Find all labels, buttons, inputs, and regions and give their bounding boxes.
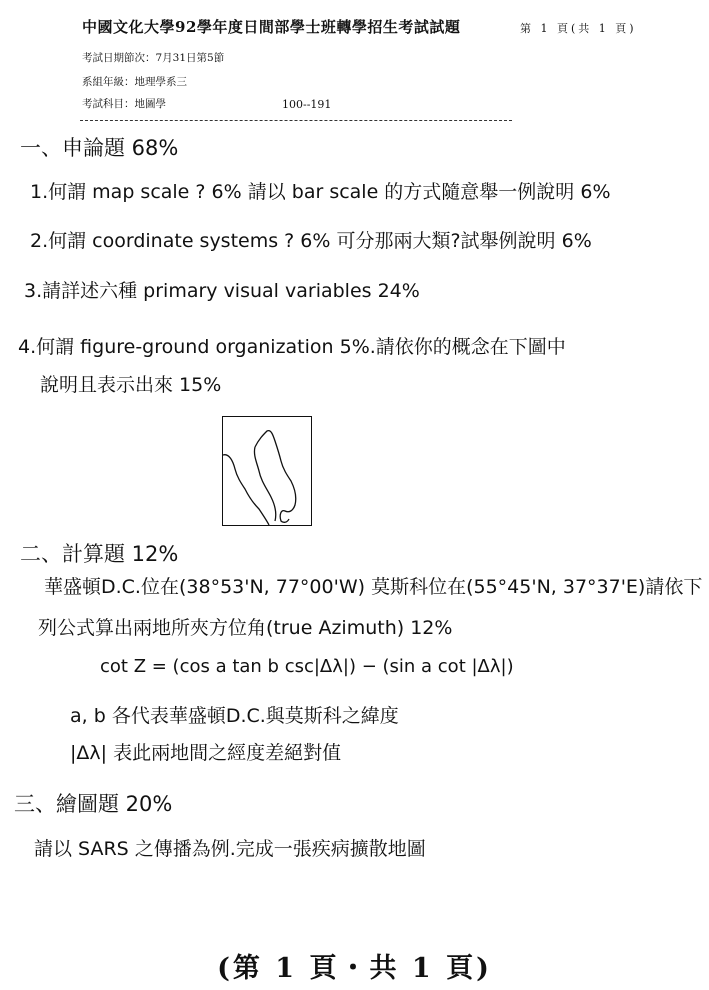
coastline-inner	[254, 447, 275, 521]
calc-line-1: 華盛頓D.C.位在(38°53'N, 77°00'W) 莫斯科位在(55°45'N, 37°37'E)請依下	[44, 576, 703, 598]
calc-line-4: |Δλ| 表此兩地間之經度差絕對值	[70, 742, 342, 764]
question-1: 1.何謂 map scale ? 6% 請以 bar scale 的方式隨意舉一例說明 6%	[30, 181, 611, 203]
figure-ground-sketch	[222, 416, 312, 526]
coastline-sketch	[223, 417, 311, 525]
drawing-question: 請以 SARS 之傳播為例.完成一張疾病擴散地圖	[34, 838, 426, 860]
calc-line-2: 列公式算出兩地所夾方位角(true Azimuth) 12%	[38, 617, 453, 639]
page-marker: 第 1 頁(共 1 頁)	[520, 22, 637, 35]
question-3: 3.請詳述六種 primary visual variables 24%	[24, 280, 420, 302]
exam-date: 考試日期節次：7月31日第5節	[82, 52, 225, 64]
coastline-left	[223, 455, 269, 525]
section2-heading: 二、計算題 12%	[20, 542, 179, 566]
department: 系組年級：地理學系三	[82, 76, 187, 88]
page-footer: (第 1 頁・共 1 頁)	[217, 953, 492, 984]
section1-heading: 一、申論題 68%	[20, 136, 179, 160]
question-4-line-1: 4.何謂 figure-ground organization 5%.請依你的概念在下圖中	[18, 336, 566, 358]
question-2: 2.何謂 coordinate systems ? 6% 可分那兩大類?試舉例說明 6%	[30, 230, 592, 252]
subject: 考試科目：地圖學	[82, 98, 166, 110]
section3-heading: 三、繪圖題 20%	[14, 792, 173, 816]
header-divider	[80, 120, 512, 121]
exam-title: 中國文化大學92學年度日間部學士班轉學招生考試試題	[82, 18, 461, 36]
exam-code: 100--191	[282, 98, 332, 111]
calc-line-3: a, b 各代表華盛頓D.C.與莫斯科之緯度	[70, 705, 399, 727]
azimuth-formula: cot Z = (cos a tan b csc|Δλ|) − (sin a cot |Δλ|)	[100, 656, 514, 677]
question-4-line-2: 說明且表示出來 15%	[40, 374, 222, 396]
